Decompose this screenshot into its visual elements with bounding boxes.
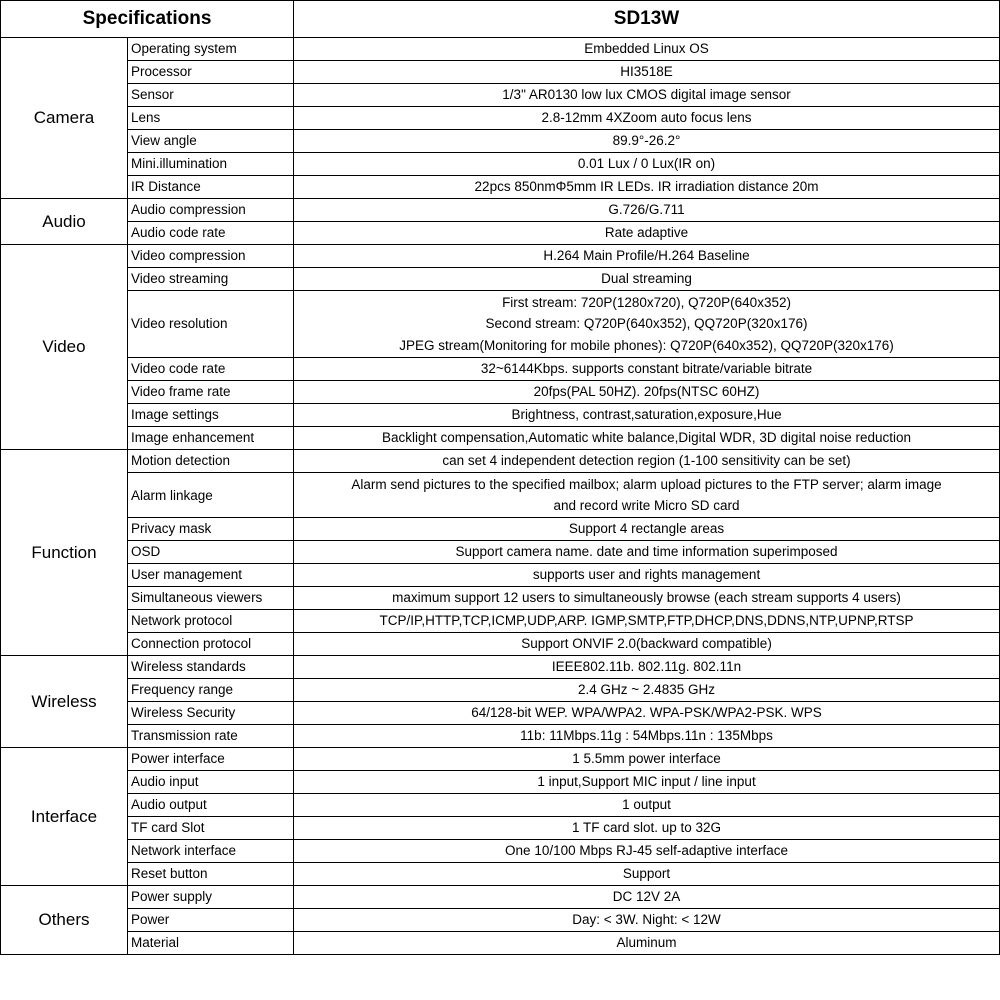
- spec-value: 1 output: [294, 794, 1000, 817]
- spec-label: Frequency range: [128, 679, 294, 702]
- spec-row: [1, 518, 1000, 541]
- spec-value: G.726/G.711: [294, 199, 1000, 222]
- spec-label: TF card Slot: [128, 817, 294, 840]
- spec-value: HI3518E: [294, 61, 1000, 84]
- spec-label: Network protocol: [128, 610, 294, 633]
- spec-value: DC 12V 2A: [294, 886, 1000, 909]
- spec-value: 89.9°-26.2°: [294, 130, 1000, 153]
- spec-value: can set 4 independent detection region (1-100 sensitivity can be set): [294, 450, 1000, 473]
- spec-row: [1, 932, 1000, 955]
- spec-label: Power: [128, 909, 294, 932]
- spec-value: Rate adaptive: [294, 222, 1000, 245]
- spec-value: 22pcs 850nmΦ5mm IR LEDs. IR irradiation distance 20m: [294, 176, 1000, 199]
- spec-value: Support: [294, 863, 1000, 886]
- spec-row: [1, 656, 1000, 679]
- spec-row: [1, 886, 1000, 909]
- spec-row: [1, 61, 1000, 84]
- spec-row: [1, 541, 1000, 564]
- header-model: SD13W: [294, 1, 1000, 38]
- spec-value: First stream: 720P(1280x720), Q720P(640x352) Second stream: Q720P(640x352), QQ720P(320x176) JPEG stream(Monitoring for mobile phones): Q720P(640x352), QQ720P(320x176): [294, 291, 1000, 358]
- spec-value: TCP/IP,HTTP,TCP,ICMP,UDP,ARP. IGMP,SMTP,FTP,DHCP,DNS,DDNS,NTP,UPNP,RTSP: [294, 610, 1000, 633]
- spec-label: Reset button: [128, 863, 294, 886]
- spec-value: 64/128-bit WEP. WPA/WPA2. WPA-PSK/WPA2-PSK. WPS: [294, 702, 1000, 725]
- spec-row: [1, 381, 1000, 404]
- spec-row: [1, 702, 1000, 725]
- spec-label: Video streaming: [128, 268, 294, 291]
- spec-label: Transmission rate: [128, 725, 294, 748]
- spec-value: 11b: 11Mbps.11g : 54Mbps.11n : 135Mbps: [294, 725, 1000, 748]
- spec-value: Alarm send pictures to the specified mailbox; alarm upload pictures to the FTP server; alarm image and record write Micro SD card: [294, 473, 1000, 518]
- spec-value: 2.4 GHz ~ 2.4835 GHz: [294, 679, 1000, 702]
- spec-row: [1, 268, 1000, 291]
- spec-row: [1, 725, 1000, 748]
- category-others: Others: [1, 886, 128, 955]
- category-audio: Audio: [1, 199, 128, 245]
- category-camera: Camera: [1, 38, 128, 199]
- spec-label: Operating system: [128, 38, 294, 61]
- spec-label: Mini.illumination: [128, 153, 294, 176]
- spec-value: maximum support 12 users to simultaneously browse (each stream supports 4 users): [294, 587, 1000, 610]
- spec-value: 32~6144Kbps. supports constant bitrate/variable bitrate: [294, 358, 1000, 381]
- spec-row: [1, 153, 1000, 176]
- spec-label: Motion detection: [128, 450, 294, 473]
- spec-row: [1, 107, 1000, 130]
- spec-label: Simultaneous viewers: [128, 587, 294, 610]
- spec-value: H.264 Main Profile/H.264 Baseline: [294, 245, 1000, 268]
- spec-label: Sensor: [128, 84, 294, 107]
- spec-value: supports user and rights management: [294, 564, 1000, 587]
- spec-label: Video frame rate: [128, 381, 294, 404]
- spec-row: [1, 130, 1000, 153]
- spec-value: One 10/100 Mbps RJ-45 self-adaptive interface: [294, 840, 1000, 863]
- spec-value: Brightness, contrast,saturation,exposure,Hue: [294, 404, 1000, 427]
- spec-value: IEEE802.11b. 802.11g. 802.11n: [294, 656, 1000, 679]
- spec-row: [1, 84, 1000, 107]
- spec-value: Day: < 3W. Night: < 12W: [294, 909, 1000, 932]
- spec-row: [1, 748, 1000, 771]
- spec-row: [1, 863, 1000, 886]
- spec-label: User management: [128, 564, 294, 587]
- spec-body: [1, 38, 1000, 955]
- spec-row: [1, 427, 1000, 450]
- header-specifications: Specifications: [1, 1, 294, 38]
- category-interface: Interface: [1, 748, 128, 886]
- spec-label: Video compression: [128, 245, 294, 268]
- spec-label: Processor: [128, 61, 294, 84]
- spec-row: [1, 450, 1000, 473]
- spec-label: Connection protocol: [128, 633, 294, 656]
- header-row: [1, 1, 1000, 38]
- spec-row: [1, 38, 1000, 61]
- spec-label: Network interface: [128, 840, 294, 863]
- spec-row: [1, 840, 1000, 863]
- spec-row: [1, 564, 1000, 587]
- spec-row: [1, 245, 1000, 268]
- spec-value: 2.8-12mm 4XZoom auto focus lens: [294, 107, 1000, 130]
- spec-label: Wireless standards: [128, 656, 294, 679]
- spec-label: Audio code rate: [128, 222, 294, 245]
- spec-value: Support 4 rectangle areas: [294, 518, 1000, 541]
- spec-label: OSD: [128, 541, 294, 564]
- spec-label: Video code rate: [128, 358, 294, 381]
- spec-label: Image settings: [128, 404, 294, 427]
- spec-label: Audio input: [128, 771, 294, 794]
- spec-value: Embedded Linux OS: [294, 38, 1000, 61]
- spec-value: Aluminum: [294, 932, 1000, 955]
- spec-row: [1, 404, 1000, 427]
- spec-value: 20fps(PAL 50HZ). 20fps(NTSC 60HZ): [294, 381, 1000, 404]
- spec-row: [1, 771, 1000, 794]
- spec-label: Power supply: [128, 886, 294, 909]
- spec-row: [1, 817, 1000, 840]
- spec-row: [1, 794, 1000, 817]
- spec-row: [1, 679, 1000, 702]
- spec-label: Audio compression: [128, 199, 294, 222]
- spec-value: 0.01 Lux / 0 Lux(IR on): [294, 153, 1000, 176]
- spec-row: [1, 473, 1000, 518]
- spec-row: [1, 909, 1000, 932]
- category-wireless: Wireless: [1, 656, 128, 748]
- spec-value: Support camera name. date and time information superimposed: [294, 541, 1000, 564]
- spec-label: Image enhancement: [128, 427, 294, 450]
- spec-label: Material: [128, 932, 294, 955]
- spec-label: Privacy mask: [128, 518, 294, 541]
- spec-row: [1, 587, 1000, 610]
- spec-label: Video resolution: [128, 291, 294, 358]
- spec-value: Support ONVIF 2.0(backward compatible): [294, 633, 1000, 656]
- spec-label: Wireless Security: [128, 702, 294, 725]
- spec-label: IR Distance: [128, 176, 294, 199]
- spec-label: View angle: [128, 130, 294, 153]
- spec-row: [1, 358, 1000, 381]
- spec-row: [1, 610, 1000, 633]
- spec-row: [1, 176, 1000, 199]
- spec-row: [1, 199, 1000, 222]
- spec-value: Dual streaming: [294, 268, 1000, 291]
- category-function: Function: [1, 450, 128, 656]
- spec-value: 1 input,Support MIC input / line input: [294, 771, 1000, 794]
- spec-row: [1, 291, 1000, 358]
- spec-label: Power interface: [128, 748, 294, 771]
- spec-value: 1/3" AR0130 low lux CMOS digital image sensor: [294, 84, 1000, 107]
- spec-value: Backlight compensation,Automatic white balance,Digital WDR, 3D digital noise reduction: [294, 427, 1000, 450]
- spec-row: [1, 633, 1000, 656]
- spec-row: [1, 222, 1000, 245]
- spec-value: 1 TF card slot. up to 32G: [294, 817, 1000, 840]
- spec-value: 1 5.5mm power interface: [294, 748, 1000, 771]
- category-video: Video: [1, 245, 128, 450]
- spec-label: Audio output: [128, 794, 294, 817]
- spec-label: Lens: [128, 107, 294, 130]
- spec-label: Alarm linkage: [128, 473, 294, 518]
